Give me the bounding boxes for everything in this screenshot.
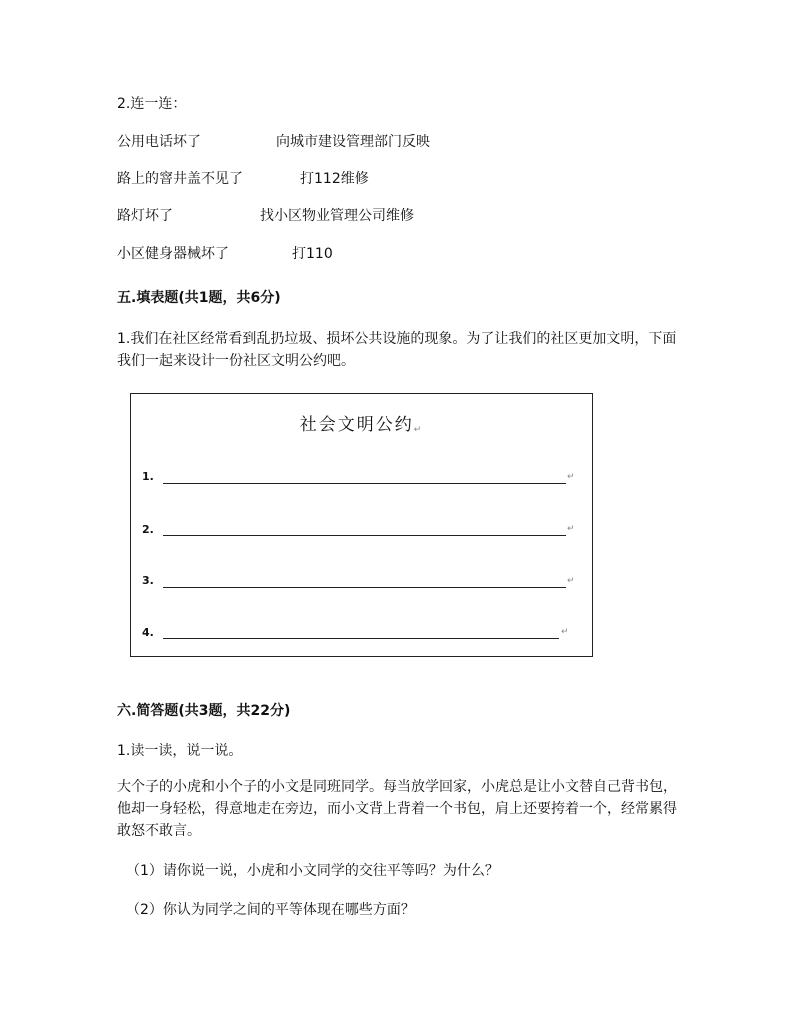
match-right-4: 打110 [292,246,333,262]
item-number-2: 2. [142,523,154,536]
match-right-2: 打112维修 [300,171,369,187]
match-left-1: 公用电话坏了 [117,134,201,150]
match-left-2: 路上的窨井盖不见了 [117,171,243,187]
sub-question-2: （2）你认为同学之间的平等体现在哪些方面？ [126,902,415,918]
item-number-4: 4. [142,626,154,639]
item-number-3: 3. [142,574,154,587]
fill-line-2[interactable] [163,535,566,536]
match-left-4: 小区健身器械坏了 [117,246,229,262]
reading-passage: 大个子的小虎和小个子的小文是同班同学。每当放学回家，小虎总是让小文替自己背书包，他却一身轻松，得意地走在旁边，而小文背上背着一个书包，肩上还要挎着一个，经常累得敢怒不敢言。 [117,779,677,839]
section5-heading: 五.填表题(共1题，共6分) [117,290,281,306]
return-mark-icon: ↵ [567,576,575,586]
matching-title: 2.连一连： [117,96,187,112]
match-right-3: 找小区物业管理公司维修 [260,208,414,224]
convention-title: 社会文明公约↵ [299,415,424,435]
section6-heading: 六.简答题(共3题，共22分) [117,703,291,719]
fill-line-1[interactable] [163,483,566,484]
fill-line-3[interactable] [163,587,566,588]
item-number-1: 1. [142,470,154,483]
sub-question-1: （1）请你说一说，小虎和小文同学的交往平等吗？为什么？ [126,863,499,879]
section5-question: 1.我们在社区经常看到乱扔垃圾、损坏公共设施的现象。为了让我们的社区更加文明，下面我们一起来设计一份社区文明公约吧。 [117,331,677,369]
return-mark-icon: ↵ [561,627,569,637]
section6-question: 1.读一读，说一说。 [117,743,243,759]
return-mark-icon: ↵ [413,425,424,435]
return-mark-icon: ↵ [567,524,575,534]
match-right-1: 向城市建设管理部门反映 [276,134,430,150]
fill-line-4[interactable] [163,638,559,639]
match-left-3: 路灯坏了 [117,208,173,224]
convention-table [130,393,593,657]
return-mark-icon: ↵ [567,472,575,482]
